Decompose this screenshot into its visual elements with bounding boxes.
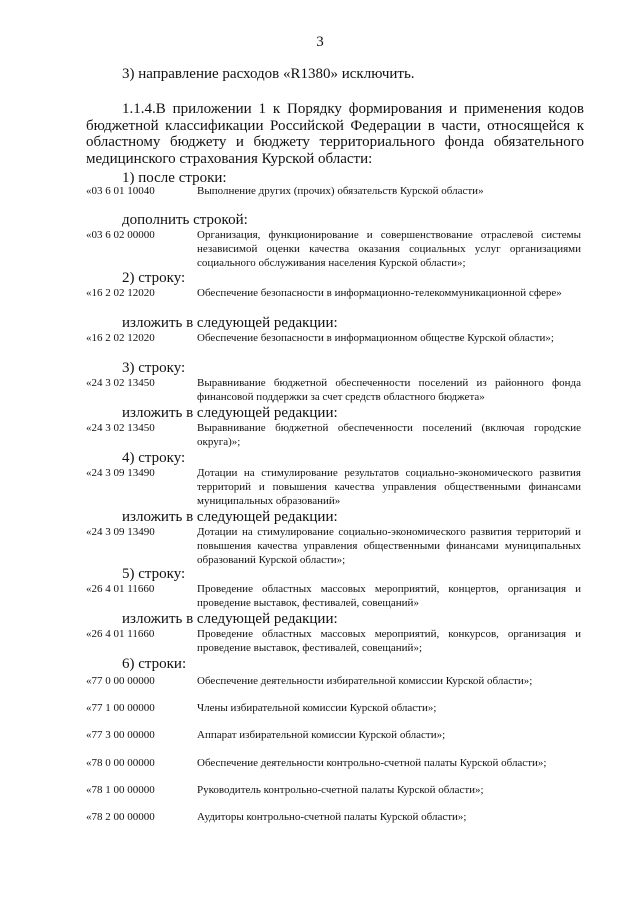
row-code: «24 3 02 13450 — [86, 377, 155, 389]
label-new-wording-5: изложить в следующей редакции: — [122, 611, 338, 627]
label-line-4: 4) строку: — [122, 450, 186, 466]
row-code: «77 3 00 00000 — [86, 729, 155, 741]
row-description: Обеспечение деятельности избирательной комиссии Курской области»; — [197, 675, 533, 687]
row-code: «03 6 02 00000 — [86, 229, 155, 241]
label-after-line: 1) после строки: — [122, 170, 227, 186]
row-description: Организация, функционирование и совершенствование отраслевой системы независимой оценки качества оказания социальных услуг организациями социального обслуживания населения Курской области»; — [197, 229, 581, 269]
row-description: Выравнивание бюджетной обеспеченности поселений (включая городские округа)»; — [197, 422, 581, 448]
label-add-line: дополнить строкой: — [122, 212, 248, 228]
row-code: «24 3 09 13490 — [86, 526, 155, 538]
row-description: Дотации на стимулирование социально-экономического развития территорий и повышения качества управления общественными финансами муниципальных образований Курской области»; — [197, 526, 581, 566]
row-description: Проведение областных массовых мероприятий, конкурсов, организация и проведение выставок, фестивалей, совещаний»; — [197, 628, 581, 654]
row-code: «77 1 00 00000 — [86, 702, 155, 714]
row-code: «78 0 00 00000 — [86, 757, 155, 769]
row-description: Дотации на стимулирование результатов социально-экономического развития территорий и повышения качества управления общественными финансами муниципальных образований» — [197, 467, 581, 507]
paragraph-expense-direction: 3) направление расходов «R1380» исключить. — [122, 66, 415, 82]
row-description: Руководитель контрольно-счетной палаты Курской области»; — [197, 784, 484, 796]
row-code: «16 2 02 12020 — [86, 287, 155, 299]
row-description: Члены избирательной комиссии Курской области»; — [197, 702, 437, 714]
label-lines-6: 6) строки: — [122, 656, 187, 672]
row-description: Выравнивание бюджетной обеспеченности поселений из районного фонда финансовой поддержки за счет средств областного бюджета» — [197, 377, 581, 403]
row-description: Аудиторы контрольно-счетной палаты Курской области»; — [197, 811, 467, 823]
paragraph-appendix-amendment: 1.1.4.В приложении 1 к Порядку формирования и применения кодов бюджетной классификации Российской Федерации в части, относящейся к областному бюджету и бюджету территориального фонда обязательного медицинского страхования Курской области: — [86, 101, 584, 167]
row-description: Аппарат избирательной комиссии Курской области»; — [197, 729, 446, 741]
label-line-2: 2) строку: — [122, 270, 186, 286]
row-code: «26 4 01 11660 — [86, 583, 155, 595]
row-code: «16 2 02 12020 — [86, 332, 155, 344]
label-line-3: 3) строку: — [122, 360, 186, 376]
page-number: 3 — [316, 34, 324, 50]
label-new-wording-2: изложить в следующей редакции: — [122, 315, 338, 331]
row-code: «26 4 01 11660 — [86, 628, 155, 640]
row-code: «78 2 00 00000 — [86, 811, 155, 823]
row-code: «77 0 00 00000 — [86, 675, 155, 687]
row-code: «24 3 02 13450 — [86, 422, 155, 434]
label-new-wording-3: изложить в следующей редакции: — [122, 405, 338, 421]
label-line-5: 5) строку: — [122, 566, 186, 582]
label-new-wording-4: изложить в следующей редакции: — [122, 509, 338, 525]
row-description: Обеспечение безопасности в информационно-телекоммуникационной сфере» — [197, 287, 562, 299]
row-code: «78 1 00 00000 — [86, 784, 155, 796]
row-description: Обеспечение безопасности в информационном обществе Курской области»; — [197, 332, 554, 344]
row-code: «03 6 01 10040 — [86, 185, 155, 197]
row-description: Обеспечение деятельности контрольно-счетной палаты Курской области»; — [197, 757, 547, 769]
row-description: Проведение областных массовых мероприятий, концертов, организация и проведение выставок, фестивалей, совещаний» — [197, 583, 581, 609]
row-code: «24 3 09 13490 — [86, 467, 155, 479]
row-description: Выполнение других (прочих) обязательств Курской области» — [197, 185, 484, 197]
